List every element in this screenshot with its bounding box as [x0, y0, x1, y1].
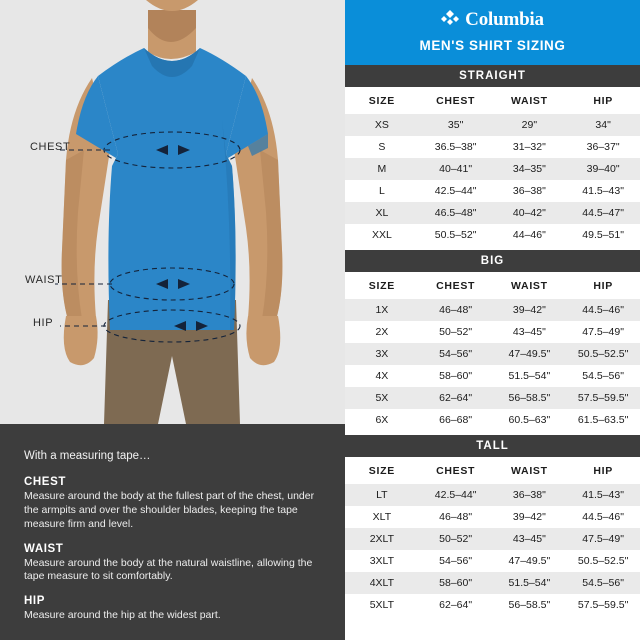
cell-chest: 54–56" — [419, 343, 493, 365]
cell-chest: 46–48" — [419, 299, 493, 321]
waist-measure-label: WAIST — [25, 274, 63, 286]
instruction-body-hip: Measure around the hip at the widest part. — [24, 609, 221, 622]
cell-hip: 44.5–46" — [582, 511, 624, 523]
instruction-heading-chest: CHEST — [24, 476, 66, 488]
table-row — [345, 550, 640, 572]
cell-size: L — [378, 185, 385, 197]
table-row — [345, 572, 640, 594]
cell-size: XS — [345, 114, 419, 136]
col-hip: HIP — [593, 280, 613, 292]
col-size: SIZE — [368, 280, 395, 292]
cell-size: S — [378, 141, 386, 153]
cell-chest: 58–60" — [439, 370, 473, 382]
cell-chest: 46–48" — [439, 511, 473, 523]
torso-illustration — [0, 0, 345, 424]
chest-measure-label: CHEST — [30, 141, 71, 153]
cell-waist: 56–58.5" — [508, 599, 551, 611]
col-waist: WAIST — [511, 280, 548, 292]
cell-chest: 54–56" — [439, 555, 473, 567]
cell-chest: 50.5–52" — [434, 229, 477, 241]
cell-waist: 56–58.5" — [493, 387, 567, 409]
instruction-heading-hip: HIP — [24, 595, 45, 608]
cell-waist: 51.5–54" — [508, 370, 551, 382]
col-chest: CHEST — [436, 465, 476, 477]
cell-chest: 36.5–38" — [434, 141, 477, 153]
cell-hip: 57.5–59.5" — [577, 599, 629, 611]
section-header-big: BIG — [345, 250, 640, 272]
cell-size: 5X — [345, 387, 419, 409]
cell-waist: 31–32" — [512, 141, 546, 153]
brand-subtitle: MEN'S SHIRT SIZING — [419, 38, 566, 53]
cell-size: 2X — [375, 326, 389, 338]
table-row — [345, 387, 640, 409]
sizing-tables-panel — [345, 0, 640, 640]
cell-waist: 40–42" — [493, 202, 567, 224]
cell-chest: 62–64" — [439, 599, 473, 611]
cell-waist: 29" — [493, 114, 567, 136]
cell-waist: 43–45" — [493, 528, 567, 550]
cell-size: M — [345, 158, 419, 180]
cell-chest: 50–52" — [439, 326, 473, 338]
cell-size: 4XLT — [345, 572, 419, 594]
instruction-body-waist: Measure around the body at the natural waistline, allowing the tape measure to sit comfortably. — [24, 556, 313, 583]
cell-waist: 34–35" — [493, 158, 567, 180]
cell-hip: 57.5–59.5" — [566, 387, 640, 409]
hip-measure-label: HIP — [33, 317, 54, 329]
cell-chest: 58–60" — [419, 572, 493, 594]
cell-hip: 44.5–46" — [566, 299, 640, 321]
cell-waist: 51.5–54" — [493, 572, 567, 594]
cell-hip: 54.5–56" — [566, 572, 640, 594]
cell-chest: 42.5–44" — [434, 185, 477, 197]
cell-size: XLT — [372, 511, 392, 523]
cell-size: 1X — [345, 299, 419, 321]
cell-hip: 47.5–49" — [582, 326, 624, 338]
col-size: SIZE — [368, 465, 395, 477]
section-header-tall: TALL — [345, 435, 640, 457]
table-row — [345, 299, 640, 321]
instruction-heading-waist: WAIST — [24, 542, 64, 555]
cell-chest: 42.5–44" — [419, 484, 493, 506]
cell-waist: 60.5–63" — [508, 414, 551, 426]
cell-waist: 44–46" — [512, 229, 546, 241]
table-header-row — [345, 457, 640, 484]
table-row — [345, 506, 640, 528]
table-row — [345, 114, 640, 136]
table-row — [345, 528, 640, 550]
cell-hip: 49.5–51" — [582, 229, 624, 241]
cell-chest: 35" — [419, 114, 493, 136]
cell-chest: 46.5–48" — [419, 202, 493, 224]
col-chest: CHEST — [436, 95, 476, 107]
instruction-body-chest: Measure around the body at the fullest part of the chest, under the armpits and over the shoulder blades, keeping the tape measure firm and level. — [24, 490, 315, 530]
cell-hip: 47.5–49" — [566, 528, 640, 550]
cell-chest: 62–64" — [419, 387, 493, 409]
col-hip: HIP — [593, 465, 613, 477]
cell-waist: 43–45" — [512, 326, 546, 338]
table-row — [345, 224, 640, 246]
table-row — [345, 321, 640, 343]
col-hip: HIP — [593, 95, 613, 107]
table-row — [345, 158, 640, 180]
cell-hip: 41.5–43" — [566, 484, 640, 506]
torso-figure-icon — [0, 0, 345, 424]
cell-waist: 36–38" — [512, 185, 546, 197]
cell-hip: 36–37" — [586, 141, 620, 153]
cell-hip: 44.5–47" — [566, 202, 640, 224]
size-table-tall — [345, 457, 640, 616]
cell-size: 3X — [345, 343, 419, 365]
cell-size: XL — [345, 202, 419, 224]
section-header-straight: STRAIGHT — [345, 65, 640, 87]
table-row — [345, 365, 640, 387]
table-row — [345, 202, 640, 224]
table-row — [345, 594, 640, 616]
cell-size: LT — [345, 484, 419, 506]
cell-waist: 39–42" — [512, 511, 546, 523]
cell-chest: 66–68" — [439, 414, 473, 426]
columbia-diamond-logo-icon — [441, 10, 459, 30]
measuring-instructions — [0, 424, 345, 640]
cell-size: 5XLT — [369, 599, 395, 611]
table-row — [345, 343, 640, 365]
col-waist: WAIST — [511, 95, 548, 107]
table-header-row — [345, 272, 640, 299]
size-table-big — [345, 272, 640, 431]
cell-waist: 47–49.5" — [508, 555, 551, 567]
col-chest: CHEST — [436, 280, 476, 292]
cell-size: 2XLT — [345, 528, 419, 550]
table-row — [345, 136, 640, 158]
brand-name: Columbia — [465, 9, 544, 30]
table-row — [345, 180, 640, 202]
cell-hip: 50.5–52.5" — [577, 555, 629, 567]
cell-chest: 50–52" — [419, 528, 493, 550]
cell-hip: 61.5–63.5" — [577, 414, 629, 426]
table-row — [345, 409, 640, 431]
cell-hip: 34" — [566, 114, 640, 136]
cell-hip: 50.5–52.5" — [566, 343, 640, 365]
cell-size: 4X — [375, 370, 389, 382]
cell-hip: 54.5–56" — [582, 370, 624, 382]
col-size: SIZE — [368, 95, 395, 107]
brand-header — [345, 0, 640, 65]
cell-waist: 36–38" — [493, 484, 567, 506]
cell-size: 6X — [375, 414, 389, 426]
cell-waist: 39–42" — [493, 299, 567, 321]
col-waist: WAIST — [511, 465, 548, 477]
table-row — [345, 484, 640, 506]
cell-size: XXL — [371, 229, 392, 241]
instructions-intro: With a measuring tape… — [24, 450, 151, 462]
cell-hip: 41.5–43" — [582, 185, 624, 197]
cell-waist: 47–49.5" — [493, 343, 567, 365]
cell-size: 3XLT — [369, 555, 395, 567]
cell-chest: 40–41" — [419, 158, 493, 180]
size-table-straight — [345, 87, 640, 246]
cell-hip: 39–40" — [566, 158, 640, 180]
table-header-row — [345, 87, 640, 114]
